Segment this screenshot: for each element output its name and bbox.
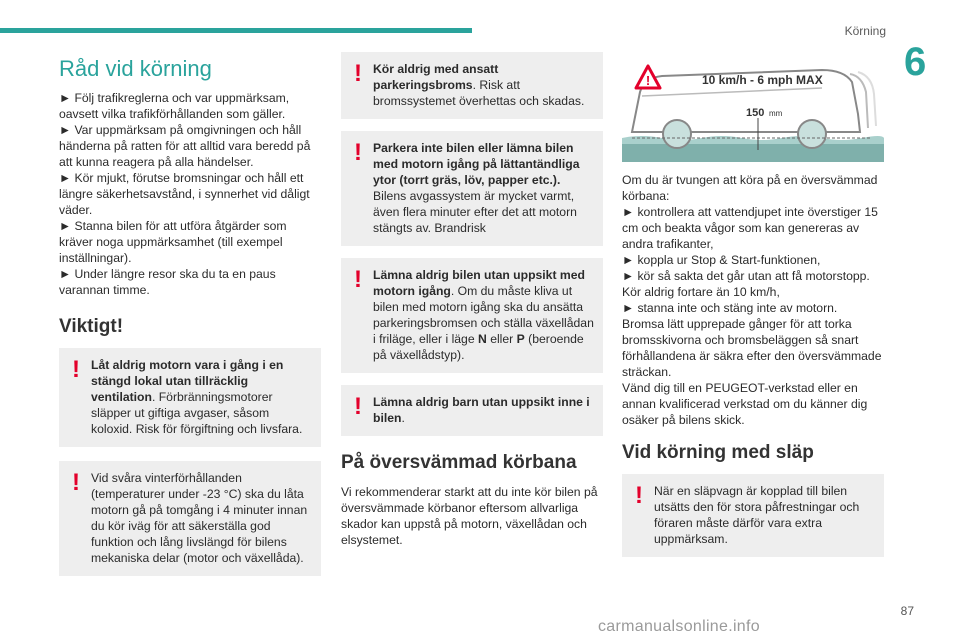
illustration-depth-unit: mm bbox=[769, 109, 783, 118]
warning-text: När en släpvagn är kopplad till bilen utsätts den för stora påfrestningar och föraren måste därför vara extra uppmärksam. bbox=[654, 484, 860, 546]
warning-text: Bilens avgassystem är mycket varmt, även flera minuter efter det att motorn stängts av. Brandrisk bbox=[373, 189, 577, 235]
warning-icon: ! bbox=[635, 482, 643, 509]
warning-icon: ! bbox=[72, 469, 80, 496]
warning-box-unattended: ! Lämna aldrig bilen utan uppsikt med motorn igång. Om du måste kliva ut bilen med motorn igång ska du ansätta parkeringsbromsen och ställa växellådan i friläge, eller i läge N eller P (beroende på växellådstyp). bbox=[341, 258, 603, 373]
warning-text: . Förbränningsmotorer släpper ut giftiga avgaser, såsom koloxid. Risk för förgiftning och livsfara. bbox=[91, 390, 303, 436]
chapter-number: 6 bbox=[904, 40, 927, 84]
illustration-speed-label: 10 km/h - 6 mph MAX bbox=[702, 73, 823, 87]
warning-box-winter bbox=[59, 461, 321, 576]
page-number: 87 bbox=[900, 604, 914, 618]
flooded-road-text: Vi rekommenderar starkt att du inte kör bilen på översvämmade körbanor eftersom allvarliga skador kan uppstå på motorn, växellådan och elsystemet. bbox=[341, 485, 598, 547]
warning-icon: ! bbox=[354, 393, 362, 420]
column-right bbox=[622, 52, 884, 569]
warning-box-children: ! Lämna aldrig barn utan uppsikt inne i bilen. bbox=[341, 385, 603, 436]
warning-box-trailer bbox=[622, 474, 884, 557]
flooded-road-instruction: ► kör så sakta det går utan att få motorstopp. Kör aldrig fortare än 10 km/h, bbox=[622, 269, 870, 299]
trailer-heading: Vid körning med släp bbox=[622, 442, 814, 463]
flooded-road-instruction: ► kontrollera att vattendjupet inte överstiger 15 cm och beakta vågor som kan genereras av andra trafikanter, bbox=[622, 205, 878, 251]
watermark: carmanualsonline.info bbox=[598, 618, 760, 635]
warning-text: . Risk att bromssystemet överhettas och skadas. bbox=[373, 78, 585, 108]
warning-bold: Lämna aldrig bilen utan uppsikt med motorn igång bbox=[373, 268, 585, 298]
flooded-road-heading: På översvämmad körbana bbox=[341, 452, 577, 473]
important-heading: Viktigt! bbox=[59, 316, 124, 337]
flooded-road-instruction: ► koppla ur Stop & Start-funktionen, bbox=[622, 253, 821, 267]
warning-text: Vid svåra vinterförhållanden (temperaturer under -23 °C) ska du låta motorn gå på tomgång i 4 minuter innan du kör iväg för att säkerställa god funktion och lång livslängd för bilens mekaniska delar (motor och växellåda). bbox=[91, 471, 308, 565]
advice-bullet: ► Kör mjukt, förutse bromsningar och håll ett längre säkerhetsavstånd, i synnerhet vid dåligt väder. bbox=[59, 171, 310, 217]
illustration-depth-label: 150 bbox=[746, 107, 765, 119]
column-left bbox=[59, 52, 321, 588]
warning-box-parking-brake bbox=[341, 52, 603, 119]
section-title: Körning bbox=[844, 24, 886, 38]
flooded-road-illustration bbox=[622, 52, 884, 162]
warning-box-ventilation bbox=[59, 348, 321, 447]
svg-text:!: ! bbox=[645, 73, 651, 88]
column-middle bbox=[341, 52, 603, 548]
warning-bold: Lämna aldrig barn utan uppsikt inne i bilen bbox=[373, 395, 590, 425]
warning-icon: ! bbox=[354, 139, 362, 166]
warning-bold: Kör aldrig med ansatt parkeringsbroms bbox=[373, 62, 499, 92]
chapter-color-bar bbox=[0, 28, 472, 33]
flooded-road-instruction: Vänd dig till en PEUGEOT-verkstad eller en annan kvalificerad verkstad om du känner dig osäker på bilens skick. bbox=[622, 381, 868, 427]
flooded-road-instruction: ► stanna inte och stäng inte av motorn. bbox=[622, 301, 838, 315]
warning-icon: ! bbox=[354, 60, 362, 87]
advice-bullet: ► Var uppmärksam på omgivningen och håll händerna på ratten för att alltid vara beredd på att kunna reagera på alla händelser. bbox=[59, 123, 311, 169]
flooded-road-instruction: Bromsa lätt upprepade gånger för att torka bromsskivorna och bromsbeläggen så snart förhållandena är säkra efter den översvämmade sträckan. bbox=[622, 317, 882, 379]
advice-bullet: ► Följ trafikreglerna och var uppmärksam, oavsett vilka trafikförhållanden som gäller. bbox=[59, 91, 290, 121]
section-heading-driving-advice: Råd vid körning bbox=[59, 56, 212, 81]
warning-bold: Låt aldrig motorn vara i gång i en stängd lokal utan tillräcklig ventilation bbox=[91, 358, 284, 404]
advice-bullet: ► Under längre resor ska du ta en paus varannan timme. bbox=[59, 267, 276, 297]
warning-box-flammable bbox=[341, 131, 603, 246]
warning-icon: ! bbox=[354, 266, 362, 293]
warning-bold: Parkera inte bilen eller lämna bilen med motorn igång på lättantändliga ytor (torrt gräs, löv, papper etc.). bbox=[373, 141, 580, 187]
warning-icon: ! bbox=[72, 356, 80, 383]
flooded-road-instruction: Om du är tvungen att köra på en översvämmad körbana: bbox=[622, 173, 878, 203]
advice-bullet: ► Stanna bilen för att utföra åtgärder som kräver noga uppmärksamhet (till exempel inställningar). bbox=[59, 219, 287, 265]
